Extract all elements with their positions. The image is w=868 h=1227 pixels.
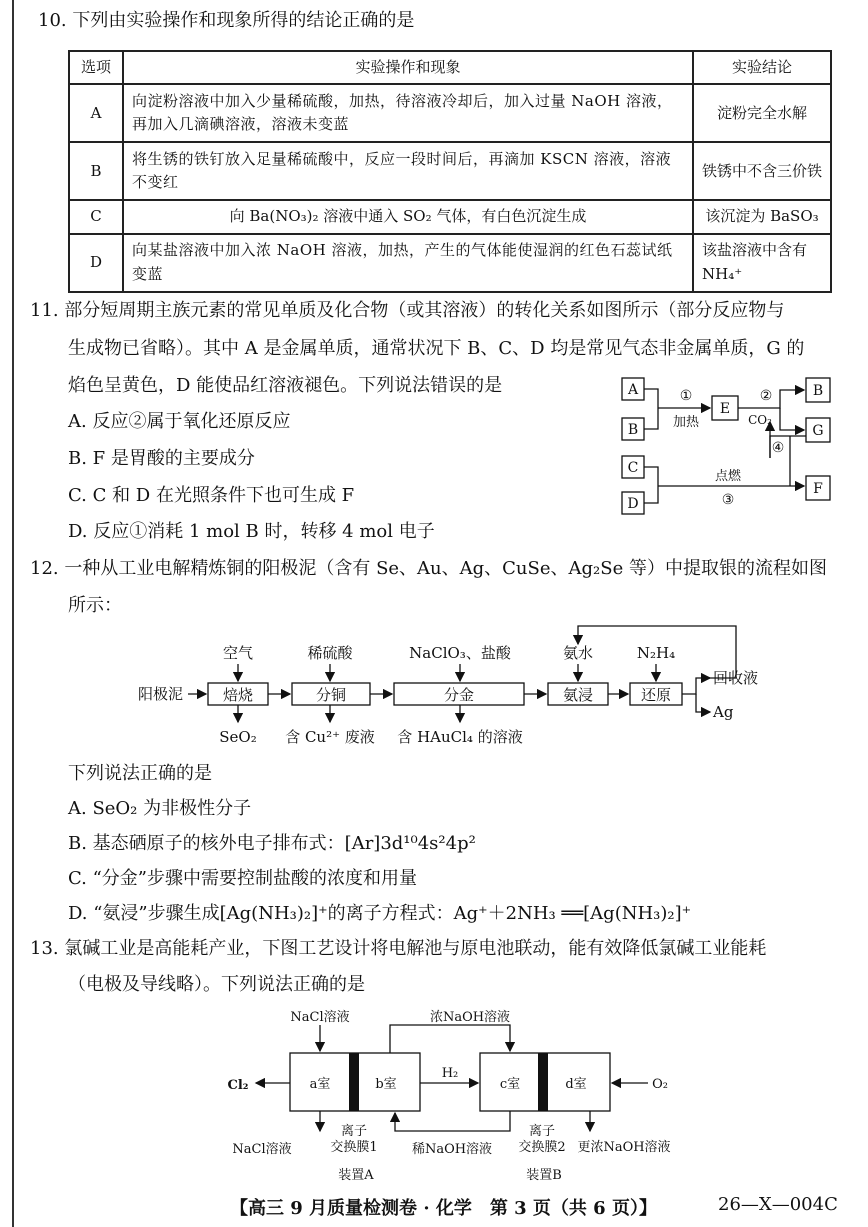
q10-table (68, 50, 832, 293)
q13-stem-line2: （电极及导线略）。下列说法正确的是 (68, 974, 365, 995)
output-haucl4: 含 HAuCl₄ 的溶液 (397, 728, 523, 746)
more-conc-naoh-label: 更浓NaOH溶液 (577, 1140, 671, 1155)
membrane1-line2: 交换膜1 (330, 1140, 378, 1155)
q11-option-a: A. 反应②属于氧化还原反应 (68, 411, 291, 432)
ignite-label: 点燃 (714, 469, 742, 484)
row-operation: 向淀粉溶液中加入少量稀硫酸，加热，待溶液冷却后，加入过量 NaOH 溶液，再加入几滴碘溶液，溶液未变蓝 (123, 84, 693, 142)
product-ag: Ag (713, 703, 734, 721)
conc-naoh-label: 浓NaOH溶液 (429, 1010, 511, 1025)
q12-flowchart (130, 620, 780, 750)
table-row (69, 142, 831, 200)
room-b: b室 (375, 1077, 397, 1092)
page-binding-edge (12, 0, 14, 1227)
row-operation: 向 Ba(NO₃)₂ 溶液中通入 SO₂ 气体，有白色沉淀生成 (123, 200, 693, 233)
input-air: 空气 (222, 644, 254, 662)
q11-option-d: D. 反应①消耗 1 mol B 时，转移 4 mol 电子 (68, 521, 435, 542)
q12-option-b: B. 基态硒原子的核外电子排布式：[Ar]3d¹⁰4s²4p² (68, 833, 476, 854)
q11-transformation-diagram (600, 370, 840, 530)
box-g: G (812, 423, 824, 439)
reaction-2-label: ② (759, 388, 773, 404)
q11-stem-line1: 11. 部分短周期主族元素的常见单质及化合物（或其溶液）的转化关系如图所示（部分反应物与 (30, 300, 785, 321)
table-header-row (69, 51, 831, 84)
membrane1-line1: 离子 (340, 1124, 368, 1139)
room-d: d室 (565, 1077, 587, 1092)
step-copper: 分铜 (315, 686, 347, 704)
footer-title: 【高三 9 月质量检测卷 · 化学 第 3 页（共 6 页）】 (230, 1198, 657, 1219)
box-b: B (627, 422, 639, 438)
q10-stem: 10. 下列由实验操作和现象所得的结论正确的是 (38, 10, 415, 31)
q13-cell-diagram (220, 1005, 690, 1190)
input-acid: 稀硫酸 (307, 644, 353, 662)
table-header-option: 选项 (69, 51, 123, 84)
q12-option-a: A. SeO₂ 为非极性分子 (68, 798, 252, 819)
box-e: E (719, 401, 731, 417)
row-conclusion: 铁锈中不含三价铁 (693, 142, 831, 200)
room-a: a室 (309, 1077, 331, 1092)
dilute-naoh-label: 稀NaOH溶液 (411, 1142, 493, 1157)
q13-stem-line1: 13. 氯碱工业是高能耗产业，下图工艺设计将电解池与原电池联动，能有效降低氯碱工业能耗 (30, 938, 767, 959)
step-gold: 分金 (443, 686, 475, 704)
flow-start: 阳极泥 (138, 685, 184, 703)
row-conclusion: 该沉淀为 BaSO₃ (693, 200, 831, 233)
reaction-1-label: ① (679, 388, 693, 404)
q11-stem-line2: 生成物已省略）。其中 A 是金属单质，通常状况下 B、C、D 均是常见气态非金属单质，G 的 (68, 338, 805, 359)
q12-prompt: 下列说法正确的是 (68, 763, 212, 784)
q12-option-d: D. “氨浸”步骤生成[Ag(NH₃)₂]⁺的离子方程式：Ag⁺＋2NH₃ ══[Ag(NH₃)₂]⁺ (68, 903, 692, 924)
row-operation: 向某盐溶液中加入浓 NaOH 溶液，加热，产生的气体能使湿润的红色石蕊试纸变蓝 (123, 234, 693, 292)
box-c: C (627, 460, 639, 476)
row-option: B (69, 142, 123, 200)
output-seo2: SeO₂ (219, 728, 257, 746)
nacl-output: NaCl溶液 (232, 1142, 292, 1157)
row-option: D (69, 234, 123, 292)
heat-label: 加热 (672, 415, 700, 430)
row-option: A (69, 84, 123, 142)
q12-stem-line2: 所示： (68, 595, 122, 616)
row-conclusion: 该盐溶液中含有 NH₄⁺ (693, 234, 831, 292)
nacl-input: NaCl溶液 (290, 1010, 350, 1025)
step-ammonia: 氨浸 (562, 686, 594, 704)
device-b-label: 装置B (526, 1168, 562, 1183)
row-option: C (69, 200, 123, 233)
q12-stem-line1: 12. 一种从工业电解精炼铜的阳极泥（含有 Se、Au、Ag、CuSe、Ag₂Se 等）中提取银的流程如图 (30, 558, 827, 579)
table-row (69, 84, 831, 142)
row-operation: 将生锈的铁钉放入足量稀硫酸中，反应一段时间后，再滴加 KSCN 溶液，溶液不变红 (123, 142, 693, 200)
cl2-label: Cl₂ (227, 1078, 249, 1093)
o2-label: O₂ (652, 1077, 668, 1092)
q12-option-c: C. “分金”步骤中需要控制盐酸的浓度和用量 (68, 868, 417, 889)
q11-stem-line3: 焰色呈黄色，D 能使品红溶液褪色。下列说法错误的是 (68, 375, 503, 396)
membrane2-line2: 交换膜2 (518, 1140, 566, 1155)
reaction-3-label: ③ (721, 492, 735, 508)
h2-label: H₂ (441, 1066, 459, 1081)
device-a-label: 装置A (338, 1168, 374, 1183)
room-c: c室 (499, 1077, 521, 1092)
box-d: D (627, 496, 639, 512)
table-header-operation: 实验操作和现象 (123, 51, 693, 84)
box-f: F (813, 481, 823, 497)
input-naclo3: NaClO₃、盐酸 (409, 644, 511, 662)
table-header-conclusion: 实验结论 (693, 51, 831, 84)
row-conclusion: 淀粉完全水解 (693, 84, 831, 142)
output-cu-waste: 含 Cu²⁺ 废液 (285, 728, 375, 746)
table-row (69, 200, 831, 233)
product-recovered: 回收液 (713, 669, 759, 687)
box-a: A (627, 382, 639, 398)
q11-option-c: C. C 和 D 在光照条件下也可生成 F (68, 485, 355, 506)
table-row (69, 234, 831, 292)
input-n2h4: N₂H₄ (636, 644, 676, 662)
input-ammonia: 氨水 (562, 644, 594, 662)
q11-option-b: B. F 是胃酸的主要成分 (68, 448, 255, 469)
step-roast: 焙烧 (222, 686, 254, 704)
co2-label: CO₂ (748, 413, 772, 427)
footer-code: 26—X—004C (718, 1194, 838, 1215)
step-reduce: 还原 (640, 686, 672, 704)
reaction-4-label: ④ (771, 440, 785, 456)
box-b-out: B (812, 383, 824, 399)
membrane2-line1: 离子 (528, 1124, 556, 1139)
